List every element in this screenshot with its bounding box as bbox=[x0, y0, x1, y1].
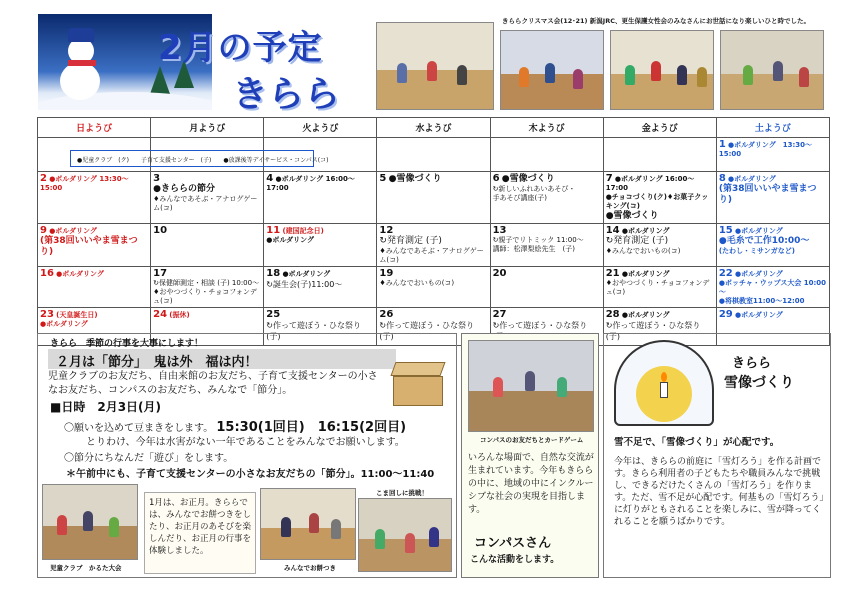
day-number: 10 bbox=[153, 225, 168, 236]
event-line: ●ボルダリング bbox=[728, 175, 776, 183]
mochi-caption: みんなでお餅つき bbox=[284, 564, 336, 572]
day-number: 11 bbox=[266, 225, 281, 236]
event-line: ↻発育測定 (子) bbox=[379, 236, 442, 246]
day-number: 5 bbox=[379, 173, 387, 184]
calendar-cell bbox=[38, 172, 151, 224]
calendar-week bbox=[38, 224, 830, 267]
event-line: ♦おやつづくり・チョコフォンデュ(コ) bbox=[605, 279, 710, 296]
event-line: ●ボルダリング bbox=[282, 270, 331, 278]
compass-subtitle: こんな活動をします。 bbox=[470, 555, 560, 565]
day-number: 8 bbox=[718, 173, 726, 184]
event-line: ↻発育測定 (子) bbox=[605, 236, 669, 246]
event-line: ↻作って遊ぼう・ひな祭り bbox=[492, 321, 588, 330]
event-line: ●きららの節分 bbox=[153, 184, 215, 194]
event-line: ↻作って遊ぼう・ひな祭り (子) bbox=[605, 321, 701, 341]
calendar-cell bbox=[716, 138, 829, 172]
event-line: ●ボルダリング bbox=[735, 270, 783, 278]
event-line: ♦みんなであそぶ・アナログゲーム(コ) bbox=[153, 195, 258, 212]
event-line: ●ボッチャ・ウップス大会 10:00～ bbox=[718, 279, 827, 296]
bean-throwing-text: 〇願いを込めて豆まきをします。 bbox=[64, 423, 214, 434]
event-line: (たわし・ミサンガなど) bbox=[718, 247, 795, 255]
compass-text: いろんな場面で、自然な交流が生まれています。今年もきららの中に、地域の中にインクルーシブな社会の実現を目指します。 bbox=[468, 453, 594, 515]
weekday-fri: 金ようび bbox=[603, 118, 716, 138]
mochi-photo bbox=[260, 488, 356, 560]
weekday-wed: 水ようび bbox=[377, 118, 490, 138]
weekday-sat: 土ようび bbox=[716, 118, 829, 138]
day-number: 2 bbox=[40, 173, 47, 184]
day-number: 17 bbox=[153, 268, 168, 279]
calendar-cell bbox=[490, 267, 603, 308]
weekday-tue: 火ようび bbox=[264, 118, 377, 138]
event-line: ●将棋教室11:00～12:00 bbox=[718, 297, 805, 305]
event-line: ●ボルダリング 16:00～17:00 bbox=[605, 175, 695, 192]
event-line: ●ボルダリング bbox=[621, 311, 670, 319]
title-month: 2月の予定 bbox=[158, 28, 323, 68]
day-number: 6 bbox=[492, 173, 500, 184]
season-events-heading: きらら 季節の行事を大事にします！ bbox=[50, 339, 204, 349]
event-line: 講師：松澤梨絵先生 (子) bbox=[492, 245, 576, 253]
koma-photo bbox=[358, 498, 452, 572]
day-number: 12 bbox=[379, 225, 394, 236]
day-number: 1 bbox=[718, 139, 726, 150]
card-game-photo bbox=[468, 340, 594, 432]
event-line: ●ボルダリング bbox=[621, 227, 670, 235]
bean-throwing-times: 15:30(1回目) 16:15(2回目) bbox=[216, 420, 407, 435]
event-line: (天皇誕生日) bbox=[56, 311, 98, 319]
tree-shape bbox=[150, 66, 170, 94]
calendar-legend: ●児童クラブ (ク) 子育て支援センター (子) ●放課後等デイサービス・コンパス(コ) bbox=[70, 150, 314, 167]
xmas-photo-4 bbox=[720, 30, 824, 110]
weekday-thu: 木ようび bbox=[490, 118, 603, 138]
event-line: ♦おやつづくり・チョコフォンデュ(コ) bbox=[153, 288, 257, 305]
event-line: ●ボルダリング bbox=[266, 236, 314, 244]
bean-box-illustration bbox=[393, 362, 443, 406]
day-number: 24 bbox=[153, 309, 168, 320]
event-line: ●ボルダリング bbox=[40, 320, 88, 328]
snow-title-main: 雪像づくり bbox=[724, 375, 794, 391]
xmas-photo-2 bbox=[500, 30, 604, 110]
event-line: ●雪像づくり bbox=[605, 211, 659, 221]
snow-sculpture-section bbox=[603, 333, 831, 578]
snowman-body bbox=[60, 62, 100, 100]
compass-title: コンパスさん bbox=[474, 536, 552, 551]
setsubun-date: ■日時 2月3日(月) bbox=[50, 400, 162, 414]
snow-text: 今年は、きららの前庭に「雪灯ろう」を作る計画です。きらら利用者の子どもたちや職員みんなで挑戦し、できるだけたくさんの「雪灯ろう」を作ります。ただ、雪不足が心配です。何基もの「雪灯ろう」に灯りがともされることを楽しみに、雪が降ってくれることを願うばかりです。 bbox=[614, 457, 825, 527]
event-line: ♦みんなでおいもの(コ) bbox=[379, 279, 455, 287]
event-line: (第38回いいやま雪まつり) bbox=[40, 236, 138, 257]
calendar-cell bbox=[264, 224, 377, 267]
event-line: ♦みんなでおいもの(コ) bbox=[605, 247, 681, 255]
snowman-scarf bbox=[68, 60, 96, 66]
event-line: (振休) bbox=[169, 311, 190, 319]
day-number: 27 bbox=[492, 309, 507, 320]
day-number: 9 bbox=[40, 225, 47, 236]
event-line: 手あそび講座(子) bbox=[492, 194, 548, 202]
karuta-photo bbox=[42, 484, 138, 560]
event-line: ↻新しいふれあいあそび・ bbox=[492, 185, 576, 193]
day-number: 20 bbox=[492, 268, 507, 279]
calendar-cell bbox=[490, 172, 603, 224]
calendar-cell bbox=[38, 224, 151, 267]
card-game-caption: コンパスのお友だちとカードゲーム bbox=[480, 436, 584, 444]
calendar-week bbox=[38, 267, 830, 308]
event-line: ↻作って遊ぼう・ひな祭り (子) bbox=[379, 321, 475, 341]
weekday-mon: 月ようび bbox=[151, 118, 264, 138]
calendar-cell bbox=[151, 172, 264, 224]
koma-caption: こま回しに挑戦！ bbox=[376, 489, 428, 497]
weekday-sun: 日ようび bbox=[38, 118, 151, 138]
compass-section bbox=[461, 333, 599, 578]
event-line: ↻誕生会(子)11:00～ bbox=[266, 280, 343, 289]
event-line: ●ボルダリング 13:30～15:00 bbox=[40, 175, 129, 192]
event-line: ●ボルダリング bbox=[49, 227, 97, 235]
day-number: 14 bbox=[605, 225, 620, 236]
day-number: 13 bbox=[492, 225, 507, 236]
calendar-cell bbox=[151, 267, 264, 308]
event-line: ●ボルダリング bbox=[735, 227, 783, 235]
snow-title-kirara: きらら bbox=[732, 356, 772, 371]
day-number: 29 bbox=[718, 309, 733, 320]
snow-hill bbox=[38, 92, 212, 110]
event-line: ●ボルダリング 16:00～17:00 bbox=[266, 175, 355, 192]
day-number: 26 bbox=[379, 309, 394, 320]
calendar-cell bbox=[377, 224, 490, 267]
calendar-cell bbox=[716, 267, 829, 308]
flame-icon bbox=[661, 372, 667, 382]
calendar-cell bbox=[264, 172, 377, 224]
day-number: 3 bbox=[153, 173, 161, 184]
calendar-cell bbox=[603, 172, 716, 224]
day-number: 15 bbox=[718, 225, 733, 236]
snowman-hat bbox=[68, 28, 94, 42]
day-number: 18 bbox=[266, 268, 281, 279]
new-year-note: 1月は、お正月。きららでは、みんなでお餅つきをしたり、お正月のあそびを楽しんだり、お正月の行事を体験しました。 bbox=[144, 492, 256, 574]
calendar-cell bbox=[603, 267, 716, 308]
calendar-cell bbox=[603, 138, 716, 172]
calendar-cell bbox=[490, 138, 603, 172]
xmas-photo-1 bbox=[376, 22, 494, 110]
calendar-cell bbox=[264, 267, 377, 308]
event-line: ●雪像づくり bbox=[501, 174, 555, 184]
weekday-header-row bbox=[38, 118, 830, 138]
day-number: 7 bbox=[605, 173, 613, 184]
morning-setsubun-line: ＊午前中にも、子育て支援センターの小さなお友だちの「節分」。11:00～11:40 bbox=[66, 469, 435, 480]
calendar-cell bbox=[490, 224, 603, 267]
event-line: ●ボルダリング bbox=[621, 270, 670, 278]
calendar-cell bbox=[377, 172, 490, 224]
wish-line: とりわけ、今年は水害がない一年であることをみんなでお願いします。 bbox=[86, 437, 405, 448]
xmas-photo-3 bbox=[610, 30, 714, 110]
candle-icon bbox=[660, 382, 668, 398]
event-line: ●ボルダリング bbox=[735, 311, 783, 319]
snow-concern: 雪不足で、「雪像づくり」が心配です。 bbox=[614, 437, 780, 448]
xmas-caption: きららクリスマス会(12･21) 新潟JRC、更生保護女性会のみなさんにお世話になり楽しいひと時でした。 bbox=[502, 17, 810, 25]
event-line: ●毛糸で工作10:00～ bbox=[718, 236, 810, 246]
day-number: 22 bbox=[718, 268, 733, 279]
event-line: ↻保健師測定・相談 (子) 10:00～ bbox=[153, 279, 260, 287]
calendar-cell bbox=[151, 224, 264, 267]
calendar-cell bbox=[603, 224, 716, 267]
day-number: 25 bbox=[266, 309, 281, 320]
play-line: 〇節分にちなんだ「遊び」をします。 bbox=[64, 453, 234, 464]
day-number: 19 bbox=[379, 268, 394, 279]
calendar-week bbox=[38, 172, 830, 224]
event-line: ●雪像づくり bbox=[388, 174, 442, 184]
event-line: ♦みんなであそぶ・アナログゲーム(コ) bbox=[379, 247, 484, 264]
setsubun-intro: 児童クラブのお友だち、自由来館のお友だち、子育て支援センターの小さなお友だち、コンパスのお友だち、みんなで「節分」。 bbox=[48, 371, 378, 396]
title-name: きらら bbox=[232, 74, 341, 115]
snow-lantern-illustration bbox=[614, 340, 714, 426]
event-line: ●ボルダリング bbox=[56, 270, 104, 278]
day-number: 28 bbox=[605, 309, 620, 320]
calendar-cell bbox=[377, 138, 490, 172]
setsubun-banner: ２月は「節分」 鬼は外 福は内！ bbox=[48, 349, 396, 369]
calendar-cell bbox=[38, 267, 151, 308]
event-line: ●チョコづくり(ク)♦お菓子クッキング(コ) bbox=[605, 193, 709, 210]
setsubun-section bbox=[37, 333, 457, 578]
day-number: 23 bbox=[40, 309, 54, 320]
calendar-cell bbox=[716, 172, 829, 224]
event-line: ●ボルダリング 13:30～15:00 bbox=[718, 141, 813, 158]
calendar-cell bbox=[716, 224, 829, 267]
event-line: ↻作って遊ぼう・ひな祭り (子) bbox=[266, 321, 361, 341]
event-line: ↻親子でリトミック 11:00～ bbox=[492, 236, 584, 244]
event-line: (建国記念日) bbox=[282, 227, 324, 235]
day-number: 21 bbox=[605, 268, 620, 279]
calendar-cell bbox=[377, 267, 490, 308]
day-number: 4 bbox=[266, 173, 274, 184]
day-number: 16 bbox=[40, 268, 54, 279]
event-line: (第38回いいやま雪まつり) bbox=[718, 184, 817, 205]
karuta-caption: 児童クラブ かるた大会 bbox=[50, 564, 122, 572]
